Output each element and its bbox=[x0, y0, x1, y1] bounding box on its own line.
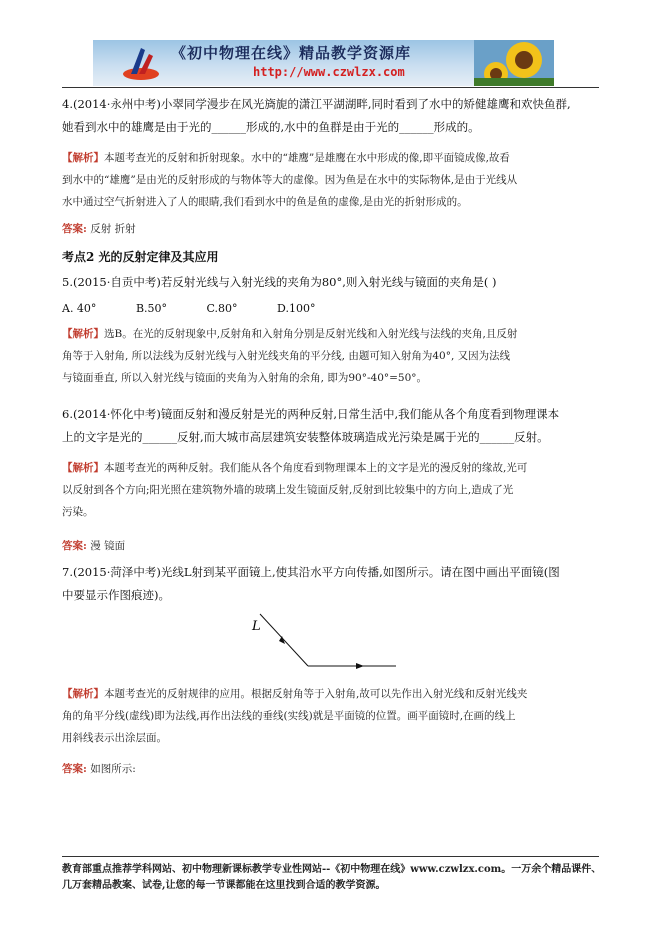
reflected-arrow bbox=[356, 663, 364, 669]
explanation-text: 用斜线表示出涂层面。 bbox=[62, 732, 167, 744]
answer-label: 答案: bbox=[62, 540, 87, 552]
answer-text: 如图所示: bbox=[90, 763, 136, 775]
banner-title: 《初中物理在线》精品教学资源库 bbox=[171, 44, 412, 62]
option-a: A. 40° bbox=[62, 302, 97, 315]
answer-6 bbox=[62, 535, 602, 557]
explanation-text: 本题考查光的反射和折射现象。水中的“雄鹰”是雄鹰在水中形成的像,即平面镜成像,故看 bbox=[104, 152, 510, 164]
question-6 bbox=[62, 403, 602, 449]
question-text: 她看到水中的雄鹰是由于光的______形成的,水中的鱼群是由于光的______形成的。 bbox=[62, 120, 480, 134]
option-d: D.100° bbox=[277, 302, 316, 315]
question-text: 5.(2015·自贡中考)若反射光线与入射光线的夹角为80°,则入射光线与镜面的夹角是( ) bbox=[62, 275, 497, 289]
answer-7 bbox=[62, 758, 602, 780]
question-text: 6.(2014·怀化中考)镜面反射和漫反射是光的两种反射,日常生活中,我们能从各个角度看到物理课本 bbox=[62, 407, 560, 421]
answer-text: 反射 折射 bbox=[90, 223, 136, 235]
explanation-text: 污染。 bbox=[62, 506, 94, 518]
answer-text: 漫 镜面 bbox=[90, 540, 126, 552]
question-4 bbox=[62, 93, 602, 139]
sunflower-image bbox=[474, 40, 554, 86]
explanation-tag: 【解析】 bbox=[62, 462, 104, 474]
explanation-tag: 【解析】 bbox=[62, 328, 104, 340]
question-5 bbox=[62, 271, 602, 294]
option-c: C.80° bbox=[206, 302, 238, 315]
page-footer bbox=[62, 862, 602, 894]
header-banner bbox=[93, 40, 554, 86]
light-ray-figure bbox=[238, 608, 408, 678]
explanation-tag: 【解析】 bbox=[62, 688, 104, 700]
ray-label: L bbox=[252, 619, 261, 634]
banner-url[interactable]: http://www.czwlzx.com bbox=[253, 65, 405, 79]
footer-divider bbox=[62, 856, 599, 857]
explanation-tag: 【解析】 bbox=[62, 152, 104, 164]
footer-line: 几万套精品教案、试卷,让您的每一节课都能在这里找到合适的教学资源。 bbox=[62, 880, 386, 891]
explanation-text: 水中通过空气折射进入了人的眼睛,我们看到水中的鱼是鱼的虚像,是由光的折射形成的。 bbox=[62, 196, 468, 208]
options-5 bbox=[62, 302, 351, 315]
question-text: 上的文字是光的______反射,而大城市高层建筑安装整体玻璃造成光污染是属于光的______反射。 bbox=[62, 430, 549, 444]
explanation-text: 与镜面垂直, 所以入射光线与镜面的夹角为入射角的余角, 即为90°-40°=50°。 bbox=[62, 372, 428, 384]
explanation-4 bbox=[62, 147, 602, 213]
explanation-text: 角等于入射角, 所以法线为反射光线与入射光线夹角的平分线, 由题可知入射角为40°, 又因为法线 bbox=[62, 350, 511, 362]
explanation-6 bbox=[62, 457, 602, 523]
header-divider bbox=[62, 87, 599, 88]
answer-label: 答案: bbox=[62, 763, 87, 775]
incident-ray bbox=[260, 614, 308, 666]
option-b: B.50° bbox=[135, 302, 168, 315]
section-heading: 考点2 光的反射定律及其应用 bbox=[62, 250, 219, 264]
question-text: 中要显示作图痕迹)。 bbox=[62, 588, 170, 602]
explanation-5 bbox=[62, 323, 602, 389]
explanation-text: 本题考查光的两种反射。我们能从各个角度看到物理课本上的文字是光的漫反射的缘故,光可 bbox=[104, 462, 528, 474]
question-text: 7.(2015·菏泽中考)光线L射到某平面镜上,使其沿水平方向传播,如图所示。请在图中画出平面镜(图 bbox=[62, 565, 560, 579]
site-logo bbox=[121, 44, 161, 82]
footer-line: 教育部重点推荐学科网站、初中物理新课标教学专业性网站--《初中物理在线》www.czwlzx.com。一万余个精品课件、 bbox=[62, 864, 602, 875]
explanation-text: 本题考查光的反射规律的应用。根据反射角等于入射角,故可以先作出入射光线和反射光线夹 bbox=[104, 688, 528, 700]
explanation-text: 到水中的“雄鹰”是由光的反射形成的与物体等大的虚像。因为鱼是在水中的实际物体,是由于光线从 bbox=[62, 174, 518, 186]
explanation-7 bbox=[62, 683, 602, 749]
answer-label: 答案: bbox=[62, 223, 87, 235]
question-7 bbox=[62, 561, 602, 607]
explanation-text: 以反射到各个方向;阳光照在建筑物外墙的玻璃上发生镜面反射,反射到比较集中的方向上,造成了光 bbox=[62, 484, 514, 496]
explanation-text: 选B。在光的反射现象中,反射角和入射角分别是反射光线和入射光线与法线的夹角,且反射 bbox=[104, 328, 518, 340]
question-text: 4.(2014·永州中考)小翠同学漫步在风光旖旎的潇江平湖湖畔,同时看到了水中的矫健雄鹰和欢快鱼群, bbox=[62, 97, 571, 111]
explanation-text: 角的角平分线(虚线)即为法线,再作出法线的垂线(实线)就是平面镜的位置。画平面镜时,在画的线上 bbox=[62, 710, 516, 722]
answer-4 bbox=[62, 218, 602, 240]
